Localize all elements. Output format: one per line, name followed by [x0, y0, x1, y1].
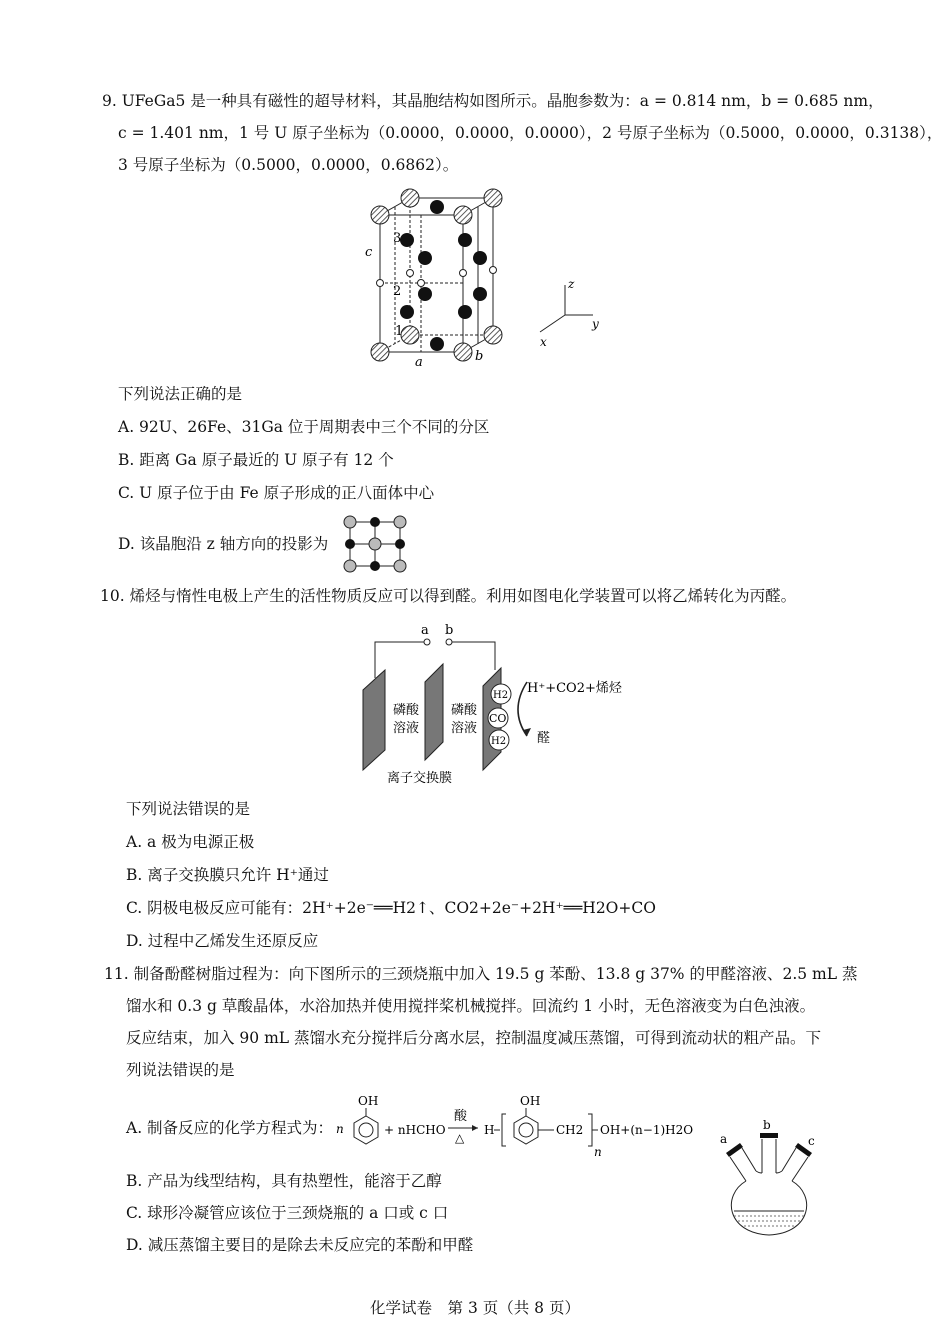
coord-x: x	[540, 335, 547, 349]
eq-n1: n	[336, 1122, 344, 1136]
eq-tail: OH+(n−1)H2O	[600, 1123, 694, 1137]
q11-stem-line3: 反应结束，加入 90 mL 蒸馏水充分搅拌后分离水层，控制温度减压蒸馏，可得到流动状的粗产品。下	[126, 1029, 821, 1047]
eq-ch2: CH2	[556, 1123, 584, 1137]
q11-option-a-prefix: A. 制备反应的化学方程式为：	[126, 1119, 334, 1137]
flask-port-b: b	[763, 1118, 771, 1132]
q10-option-a: A. a 极为电源正极	[126, 833, 255, 851]
three-neck-flask-figure	[712, 1115, 832, 1240]
q11-stem-line2: 馏水和 0.3 g 草酸晶体，水浴加热并使用搅拌桨机械搅拌。回流约 1 小时，无色溶液变为白色浊液。	[126, 997, 816, 1015]
left-solution-line1: 磷酸	[393, 703, 420, 718]
coord-z: z	[568, 277, 575, 291]
eq-acid: 酸	[454, 1109, 468, 1124]
q11-option-d: D. 减压蒸馏主要目的是除去未反应完的苯酚和甲醛	[126, 1236, 474, 1254]
left-solution-line2: 溶液	[393, 721, 420, 736]
h2-top: H2	[493, 690, 509, 701]
q11-option-c: C. 球形冷凝管应该位于三颈烧瓶的 a 口或 c 口	[126, 1204, 449, 1222]
q9-option-d: D. 该晶胞沿 z 轴方向的投影为	[118, 535, 329, 553]
q9-stem-line2: c = 1.401 nm，1 号 U 原子坐标为（0.0000，0.0000，0.0000），2 号原子坐标为（0.5000，0.0000，0.3138），	[118, 124, 943, 142]
unit-cell-figure	[355, 180, 615, 370]
reaction-equation-figure	[336, 1092, 696, 1162]
q11-stem-line1: 11. 制备酚醛树脂过程为：向下图所示的三颈烧瓶中加入 19.5 g 苯酚、13.8 g 37% 的甲醛溶液、2.5 mL 蒸	[104, 965, 858, 983]
right-solution-line1: 磷酸	[451, 703, 478, 718]
q9-stem-line3: 3 号原子坐标为（0.5000，0.0000，0.6862）。	[118, 156, 459, 174]
eq-h: H	[484, 1123, 495, 1137]
product-label: 醛	[537, 731, 551, 746]
h2-bottom: H2	[491, 736, 507, 747]
z-projection-figure	[342, 514, 408, 574]
eq-n2: n	[594, 1145, 602, 1159]
page-footer: 化学试卷 第 3 页（共 8 页）	[370, 1299, 580, 1317]
membrane-label: 离子交换膜	[387, 771, 453, 786]
q9-option-b: B. 距离 Ga 原子最近的 U 原子有 12 个	[118, 451, 394, 469]
eq-oh1: OH	[358, 1094, 379, 1108]
eq-reagent: + nHCHO	[384, 1123, 446, 1137]
reactants-label: H⁺+CO2+烯烃	[527, 681, 622, 696]
terminal-a: a	[421, 623, 429, 638]
eq-oh2: OH	[520, 1094, 541, 1108]
q10-option-c: C. 阴极电极反应可能有：2H⁺+2e⁻══H2↑、CO2+2e⁻+2H⁺══H2O+CO	[126, 899, 656, 917]
eq-heat: △	[455, 1131, 465, 1145]
axis-label-b: b	[475, 349, 484, 364]
q9-option-c: C. U 原子位于由 Fe 原子形成的正八面体中心	[118, 484, 435, 502]
atom-label-3: 3	[393, 231, 402, 246]
flask-port-c: c	[808, 1134, 815, 1148]
q11-stem-line4: 列说法错误的是	[126, 1061, 235, 1079]
axis-label-c: c	[365, 245, 373, 260]
flask-port-a: a	[720, 1132, 728, 1146]
right-solution-line2: 溶液	[451, 721, 478, 736]
axis-label-a: a	[415, 355, 423, 370]
q9-stem-line1: 9. UFeGa5 是一种具有磁性的超导材料，其晶胞结构如图所示。晶胞参数为：a = 0.814 nm，b = 0.685 nm，	[102, 92, 884, 110]
q10-option-d: D. 过程中乙烯发生还原反应	[126, 932, 319, 950]
q11-option-b: B. 产品为线型结构，具有热塑性，能溶于乙醇	[126, 1172, 442, 1190]
q10-prompt: 下列说法错误的是	[126, 800, 251, 818]
atom-label-1: 1	[395, 324, 404, 339]
coord-y: y	[592, 317, 599, 331]
q10-option-b: B. 离子交换膜只允许 H⁺通过	[126, 866, 329, 884]
atom-label-2: 2	[393, 284, 402, 299]
terminal-b: b	[445, 623, 454, 638]
co-label: CO	[489, 712, 507, 725]
q9-option-a: A. 92U、26Fe、31Ga 位于周期表中三个不同的分区	[118, 418, 490, 436]
electrochem-cell-figure	[355, 620, 635, 790]
q9-prompt: 下列说法正确的是	[118, 385, 243, 403]
q10-stem: 10. 烯烃与惰性电极上产生的活性物质反应可以得到醛。利用如图电化学装置可以将乙烯转化为丙醛。	[100, 587, 797, 605]
